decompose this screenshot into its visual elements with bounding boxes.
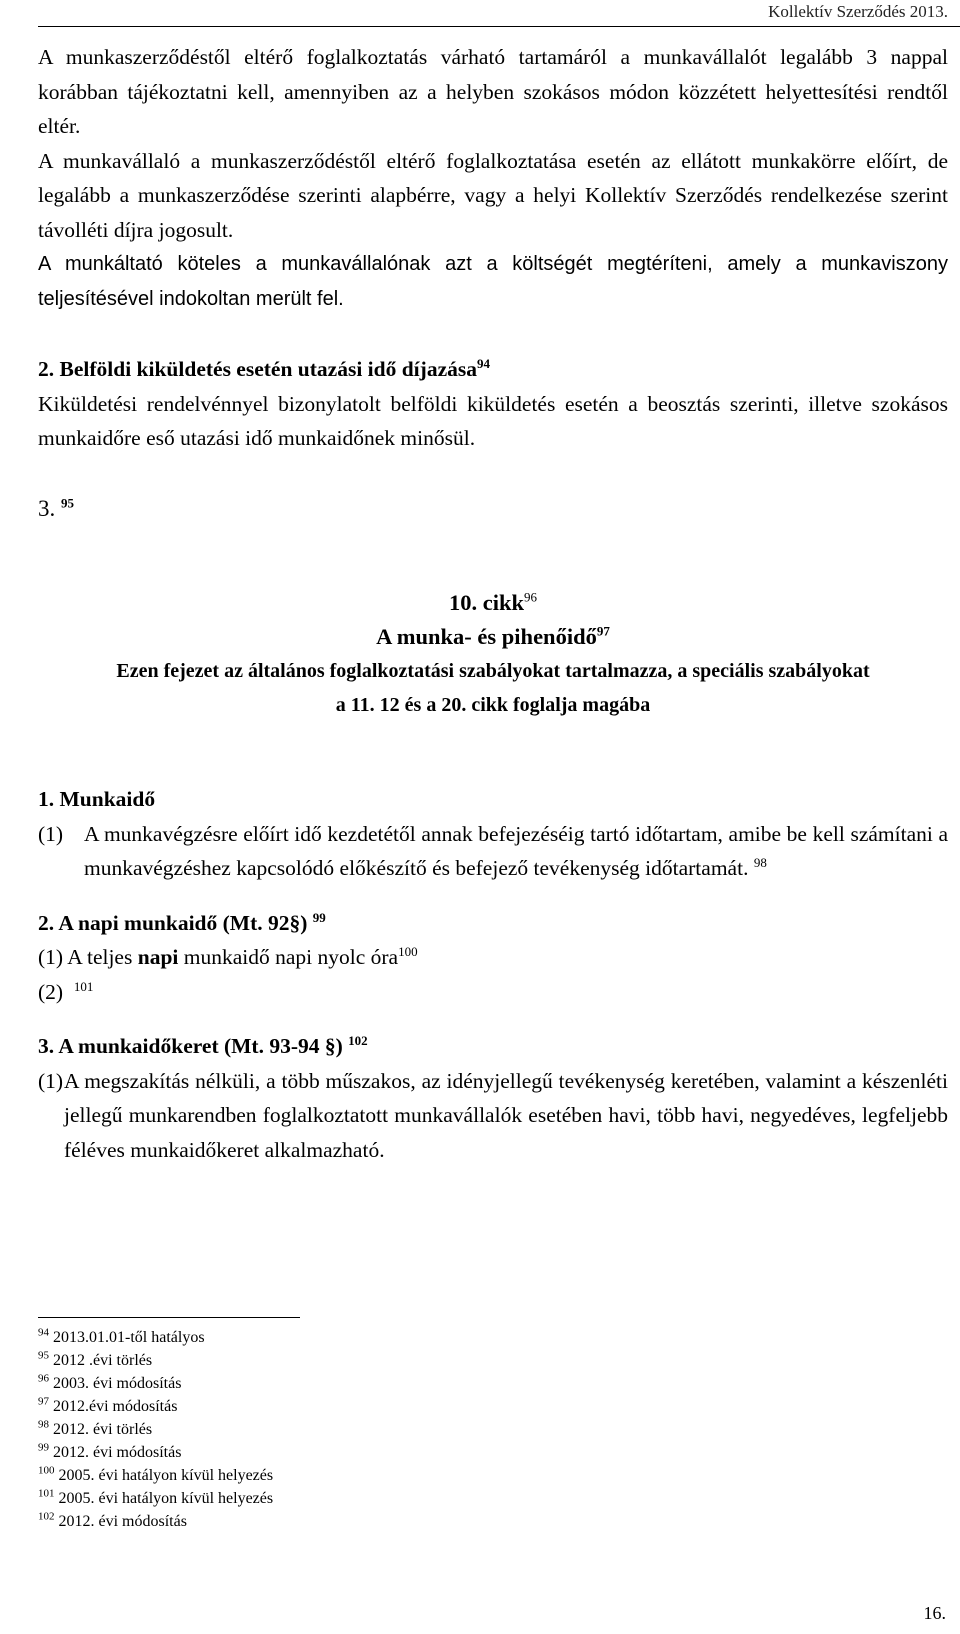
intro-paragraph-2: A munkavállaló a munkaszerződéstől eltérő foglalkoztatása esetén az ellátott munkakörre előírt, de legalább a munkaszerződése szerinti alapbérre, vagy a helyi Kollektív Szerződés rendelkezése szerint távolléti díjra jogosult. bbox=[38, 148, 948, 242]
napi-item-2: (2) $^{101}$ bbox=[38, 978, 94, 1004]
footnote-98: $^{98}$ 2012. évi törlés bbox=[38, 1418, 153, 1438]
footnote-101: $^{101}$ 2005. évi hatályon kívül helyezés bbox=[38, 1487, 274, 1507]
munkaidokeret-item-text: A megszakítás nélküli, a több műszakos, az idényjellegű tevékenység keretében, valamint a készenléti jellegű munkarendben foglalkoztatott munkavállalók esetében havi, több havi, negyedéves, legfeljebb féléves munkaidőkeret alkalmazható. bbox=[64, 1068, 948, 1162]
footnote-ref-98[interactable]: 98 bbox=[753, 854, 767, 870]
footnote-100: $^{100}$ 2005. évi hatályon kívül helyezés bbox=[38, 1464, 274, 1484]
footnote-ref-100[interactable]: 100 bbox=[398, 943, 418, 959]
footnote-ref-94[interactable]: 94 bbox=[476, 355, 490, 371]
footnote-95: $^{95}$ 2012 .évi törlés bbox=[38, 1349, 153, 1369]
article-intro-line-1: Ezen fejezet az általános foglalkoztatási szabályokat tartalmazza, a speciális szabályokat bbox=[116, 660, 870, 682]
section-3-heading: 3. $^{95}$ bbox=[38, 494, 74, 521]
header-rule bbox=[38, 26, 960, 27]
munkaido-item-text: A munkavégzésre előírt idő kezdetétől annak befejezéséig tartó időtartam, amibe be kell számítani a munkavégzéshez kapcsolódó előkészítő és befejező tevékenység időtartamát. bbox=[84, 821, 948, 880]
footnote-99: $^{99}$ 2012. évi módosítás bbox=[38, 1441, 182, 1461]
article-header bbox=[38, 586, 948, 722]
intro-paragraph-3: A munkáltató köteles a munkavállalónak azt a költségét megtéríteni, amely a munkaviszony teljesítésével indokoltan merült fel. bbox=[38, 253, 948, 310]
page-number: 16. bbox=[923, 1603, 946, 1623]
footnote-ref-96[interactable]: 96 bbox=[524, 589, 537, 605]
footnote-96: $^{96}$ 2003. évi módosítás bbox=[38, 1372, 182, 1392]
footnote-ref-97[interactable]: 97 bbox=[596, 623, 610, 639]
item-number: (1) bbox=[38, 1068, 64, 1093]
munkaido-heading: 1. Munkaidő bbox=[38, 787, 156, 811]
napi-munkaido-heading: 2. A napi munkaidő (Mt. 92§) $^{99}$ bbox=[38, 909, 326, 935]
napi-item-1: (1) A teljes napi munkaidő napi nyolc óra$^{100}$ bbox=[38, 943, 418, 969]
section-2-heading: 2. Belföldi kiküldetés esetén utazási idő díjazása$^{94}$ bbox=[38, 355, 490, 381]
intro-paragraph-1: A munkaszerződéstől eltérő foglalkoztatás várható tartamáról a munkavállalót legalább 3 nappal korábban tájékoztatni kell, amennyiben az a helyben szokásos módon közzétett helyettesítési rendtől eltér. bbox=[38, 45, 948, 138]
article-number: 10. cikk$^{96}$ bbox=[448, 589, 537, 615]
footnote-102: $^{102}$ 2012. évi módosítás bbox=[38, 1510, 187, 1530]
footnote-94: $^{94}$ 2013.01.01-től hatályos bbox=[38, 1326, 205, 1346]
munkaidokeret-heading: 3. A munkaidőkeret (Mt. 93-94 §) $^{102}$ bbox=[38, 1032, 368, 1058]
footnote-ref-99[interactable]: 99 bbox=[312, 909, 326, 925]
footnote-ref-95[interactable]: 95 bbox=[61, 494, 74, 510]
footnote-ref-102[interactable]: 102 bbox=[348, 1032, 368, 1048]
footnotes bbox=[38, 1326, 273, 1533]
item-number: (1) bbox=[38, 821, 64, 846]
footnote-97: $^{97}$ 2012.évi módosítás bbox=[38, 1395, 178, 1415]
munkaido-item-1 bbox=[38, 817, 948, 886]
section-2-text: Kiküldetési rendelvénnyel bizonylatolt belföldi kiküldetés esetén a beosztás szerinti, illetve szokásos munkaidőre eső utazási idő munkaidőnek minősül. bbox=[38, 391, 948, 450]
footnote-ref-101[interactable]: 101 bbox=[73, 978, 94, 994]
article-intro-line-2: a 11. 12 és a 20. cikk foglalja magába bbox=[335, 694, 651, 716]
article-title: A munka- és pihenőidő$^{97}$ bbox=[376, 623, 610, 649]
running-header: Kollektív Szerződés 2013. bbox=[768, 2, 948, 21]
page-body bbox=[38, 40, 948, 1167]
footnote-separator bbox=[38, 1317, 300, 1318]
munkaidokeret-item-1 bbox=[38, 1064, 948, 1168]
